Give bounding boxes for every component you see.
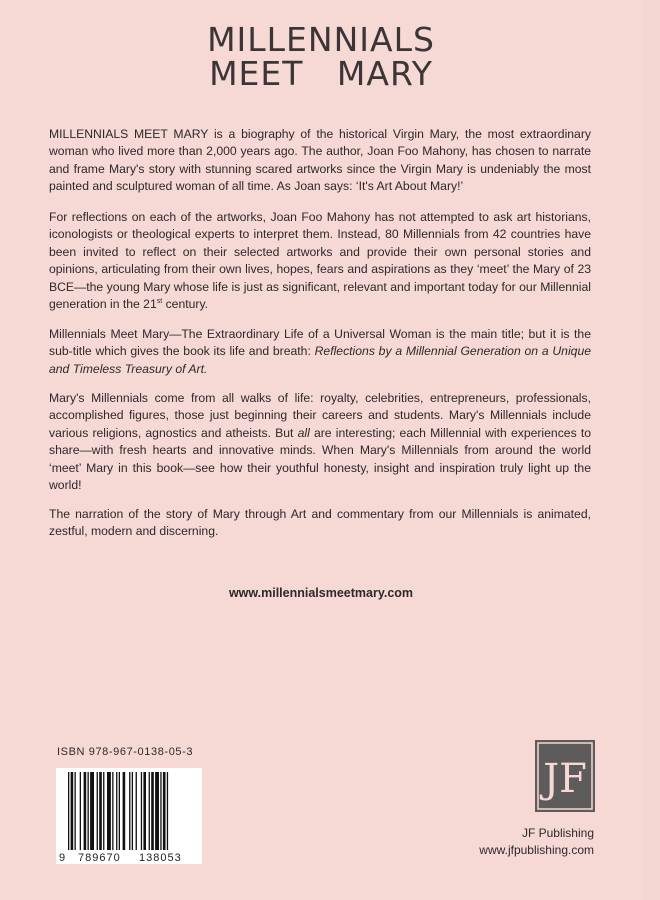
barcode-digits-right: 138053 — [139, 852, 182, 864]
paragraph-4-part-b: are interesting; each Millennial with experiences to share—with fresh hearts and innovative minds. When Mary's Millennials from around the world ‘meet’ Mary in this book—see how their youthful honesty, insight and inspiration truly light up the world! — [49, 425, 592, 493]
book-title-line-2: MEET MARY — [209, 54, 433, 93]
publisher-website[interactable]: www.jfpublishing.com — [479, 843, 594, 857]
blurb-paragraph-5 — [49, 506, 591, 554]
paragraph-2-main: For reflections on each of the artworks, Joan Foo Mahony has not attempted to ask art historians, iconologists or theological experts to interpret them. Instead, 80 Millennials from 42 countries have been invited to reflect on their selected artworks and provide their own personal stories and opinions, articulating from their own lives, hopes, fears and aspirations as they ‘meet’ the Mary of 23 BCE—the young Mary whose life is just as significant, relevant and important today for our Millennial generation in the 21 — [49, 210, 591, 312]
paragraph-4-text — [49, 390, 591, 494]
barcode-digits-left: 789670 — [78, 852, 121, 864]
paragraph-4-part-a: Mary's Millennials come from all walks of life: royalty, celebrities, entrepreneurs, professionals, accomplished figures, those just beginning their careers and students. Mary's Millennials include various religions, agnostics and atheists. But — [49, 391, 591, 440]
paragraph-2-text — [49, 209, 591, 313]
barcode-graphic — [56, 768, 202, 864]
paragraph-4-emphasis: all — [297, 425, 310, 440]
publisher-logo — [535, 740, 595, 812]
paragraph-1-text: MILLENNIALS MEET MARY is a biography of the historical Virgin Mary, the most extraordinary woman who lived more than 2,000 years ago. The author, Joan Foo Mahony, has chosen to narrate and frame Mary's story with stunning scared artworks since the Virgin Mary is undeniably the most painted and sculptured woman of all time. As Joan says: ‘It's Art About Mary!’ — [49, 127, 591, 194]
jf-logo-mark — [535, 740, 595, 812]
paragraph-3-subtitle: Reflections by a Millennial Generation on a Unique and Timeless Treasury of Art. — [49, 344, 591, 376]
paragraph-3-main: Millennials Meet Mary—The Extraordinary Life of a Universal Woman is the main title; but it is the sub-title which gives the book its life and breath: — [49, 327, 591, 359]
logo-letters: JF — [543, 756, 587, 802]
book-title-line-1: MILLENNIALS — [207, 20, 435, 59]
blurb-paragraph-4 — [49, 390, 591, 507]
paragraph-2-superscript: st — [156, 297, 163, 305]
paragraph-5-text: The narration of the story of Mary through Art and commentary from our Millennials is animated, zestful, modern and discerning. — [49, 507, 591, 539]
barcode-digit-lead: 9 — [59, 852, 66, 864]
blurb-paragraph-2 — [49, 209, 591, 326]
paragraph-2-end: century. — [162, 297, 209, 312]
blurb-paragraph-3 — [49, 326, 591, 391]
paragraph-3-text — [49, 326, 591, 378]
publisher-name: JF Publishing — [521, 826, 594, 840]
barcode — [56, 768, 202, 864]
blurb-paragraph-1 — [49, 126, 591, 209]
isbn-label: ISBN 978-967-0138-05-3 — [57, 746, 194, 758]
website-link[interactable]: www.millennialsmeetmary.com — [228, 586, 414, 600]
barcode-bars — [68, 772, 168, 856]
